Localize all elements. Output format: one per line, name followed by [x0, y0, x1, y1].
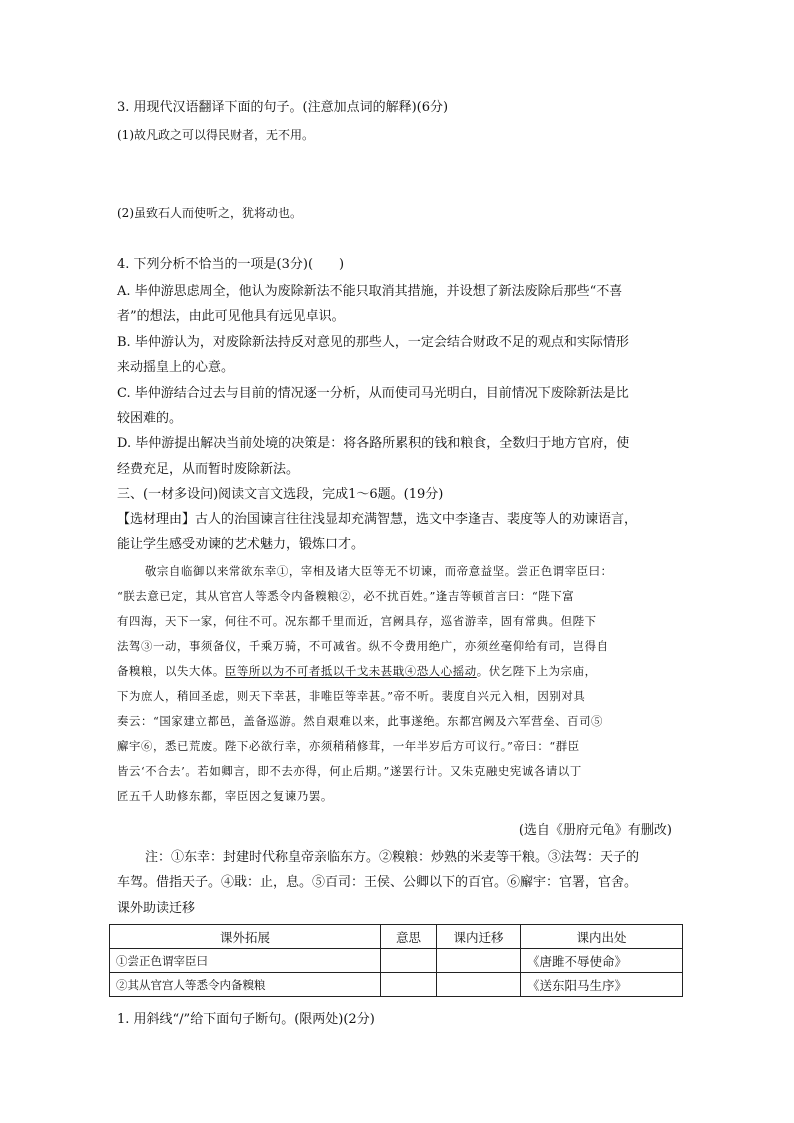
selection-reason-line1: 【选材理由】古人的治国谏言往往浅显却充满智慧，选文中李逢吉、裴度等人的劝谏语言， — [117, 512, 638, 527]
table-header: 课外拓展 — [110, 925, 381, 949]
q4-option-b-line2: 来动摇皇上的心意。 — [117, 360, 235, 375]
passage-line-1: 敬宗自临御以来常欲东幸①，宰相及诸大臣等无不切谏，而帝意益坚。尝正色谓宰臣曰： — [145, 564, 613, 578]
q4-option-a-line1: A. 毕仲游思虑周全，他认为废除新法不能只取消其措施，并设想了新法废除后那些“不喜 — [117, 284, 623, 299]
table-cell: ①尝正色谓宰臣曰 — [110, 949, 381, 973]
q3-title: 3. 用现代汉语翻译下面的句子。(注意加点词的解释)(6分) — [117, 100, 449, 115]
table-cell — [437, 973, 521, 997]
reading-table — [109, 924, 683, 997]
passage-line-2: “朕去意已定，其从官宫人等悉令内备糗粮②，必不扰百姓。”逢吉等顿首言曰：“陛下富 — [117, 589, 575, 603]
table-cell: 《唐雎不辱使命》 — [521, 949, 683, 973]
q4-option-d-line1: D. 毕仲游提出解决当前处境的决策是：将各路所累积的钱和粮食，全数归于地方官府，使 — [117, 436, 630, 451]
table-cell — [381, 949, 437, 973]
table-header: 课内出处 — [521, 925, 683, 949]
table-header: 课内迁移 — [437, 925, 521, 949]
passage-source: (选自《册府元龟》有删改) — [518, 823, 672, 838]
q3-sentence-2: (2)虽致石人而使听之，犹将动也。 — [117, 206, 302, 220]
table-cell: 《送东阳马生序》 — [521, 973, 683, 997]
passage-line-10: 匠五千人助修东都，宰臣因之复谏乃罢。 — [117, 789, 333, 803]
notes-line-1: 注：①东幸：封建时代称皇帝亲临东方。②糗粮：炒熟的米麦等干粮。③法驾：天子的 — [145, 850, 640, 865]
passage-line-7: 奏云：“国家建立都邑，盖备巡游。然自艰难以来，此事遂绝。东都宫阙及六军营垒、百司⑤ — [117, 714, 604, 728]
section3-title: 三、(一材多设问)阅读文言文选段，完成1～6题。(19分) — [117, 487, 444, 502]
table-row — [110, 949, 683, 973]
q4-option-d-line2: 经费充足，从而暂时废除新法。 — [117, 462, 300, 477]
table-header: 意思 — [381, 925, 437, 949]
q4-option-c-line1: C. 毕仲游结合过去与目前的情况逐一分析，从而使司马光明白，目前情况下废除新法是比 — [117, 386, 629, 401]
passage-text: 。伏乞陛下上为宗庙， — [476, 664, 597, 678]
passage-line-8: 廨宇⑥，悉已荒废。陛下必欲行幸，亦须稍稍修茸，一年半岁后方可议行。”帝曰：“群臣 — [117, 739, 580, 753]
table-cell — [437, 949, 521, 973]
question-1: 1. 用斜线“/”给下面句子断句。(限两处)(2分) — [117, 1012, 375, 1027]
q4-option-a-line2: 者”的想法，由此可见他具有远见卓识。 — [117, 309, 345, 324]
passage-line-9: 皆云‘不合去’。若如卿言，即不去亦得，何止后期。”遂罢行计。又朱克融史宪诚各请以丁 — [117, 764, 582, 778]
underlined-sentence: 臣等所以为不可者抵以千戈未甚戢④恐人心摇动 — [224, 664, 477, 678]
passage-line-5 — [117, 666, 597, 677]
table-header-row — [110, 925, 683, 949]
q4-option-b-line1: B. 毕仲游认为，对废除新法持反对意见的那些人，一定会结合财政不足的观点和实际情形 — [117, 335, 629, 350]
table-cell: ②其从官宫人等悉令内备糗粮 — [110, 973, 381, 997]
table-row — [110, 973, 683, 997]
passage-line-4: 法驾③一动，事须备仪，千乘万骑，不可减省。纵不令费用绝广，亦须丝毫仰给有司，岂得自 — [117, 639, 609, 653]
table-cell — [381, 973, 437, 997]
q4-option-c-line2: 较困难的。 — [117, 411, 183, 426]
q4-title: 4. 下列分析不恰当的一项是(3分)( ) — [117, 257, 345, 272]
passage-text: 备糗粮，以失大体。 — [117, 664, 225, 678]
notes-line-2: 车驾。借指天子。④戢：止，息。⑤百司：王侯、公卿以下的百官。⑥廨宇：官署，官舍。 — [117, 875, 638, 890]
selection-reason-line2: 能让学生感受劝谏的艺术魅力，锻炼口才。 — [117, 537, 365, 552]
extra-reading-title: 课外助读迁移 — [117, 901, 196, 916]
passage-line-3: 有四海，天下一家，何往不可。况东都千里而近，宫阙具存，巡省游幸，固有常典。但陛下 — [117, 614, 597, 628]
q3-sentence-1: (1)故凡政之可以得民财者，无不用。 — [117, 128, 314, 142]
passage-line-6: 下为庶人，稍回圣虑，则天下幸甚，非唯臣等幸甚。”帝不听。裴度自兴元入相，因别对具 — [117, 689, 586, 703]
